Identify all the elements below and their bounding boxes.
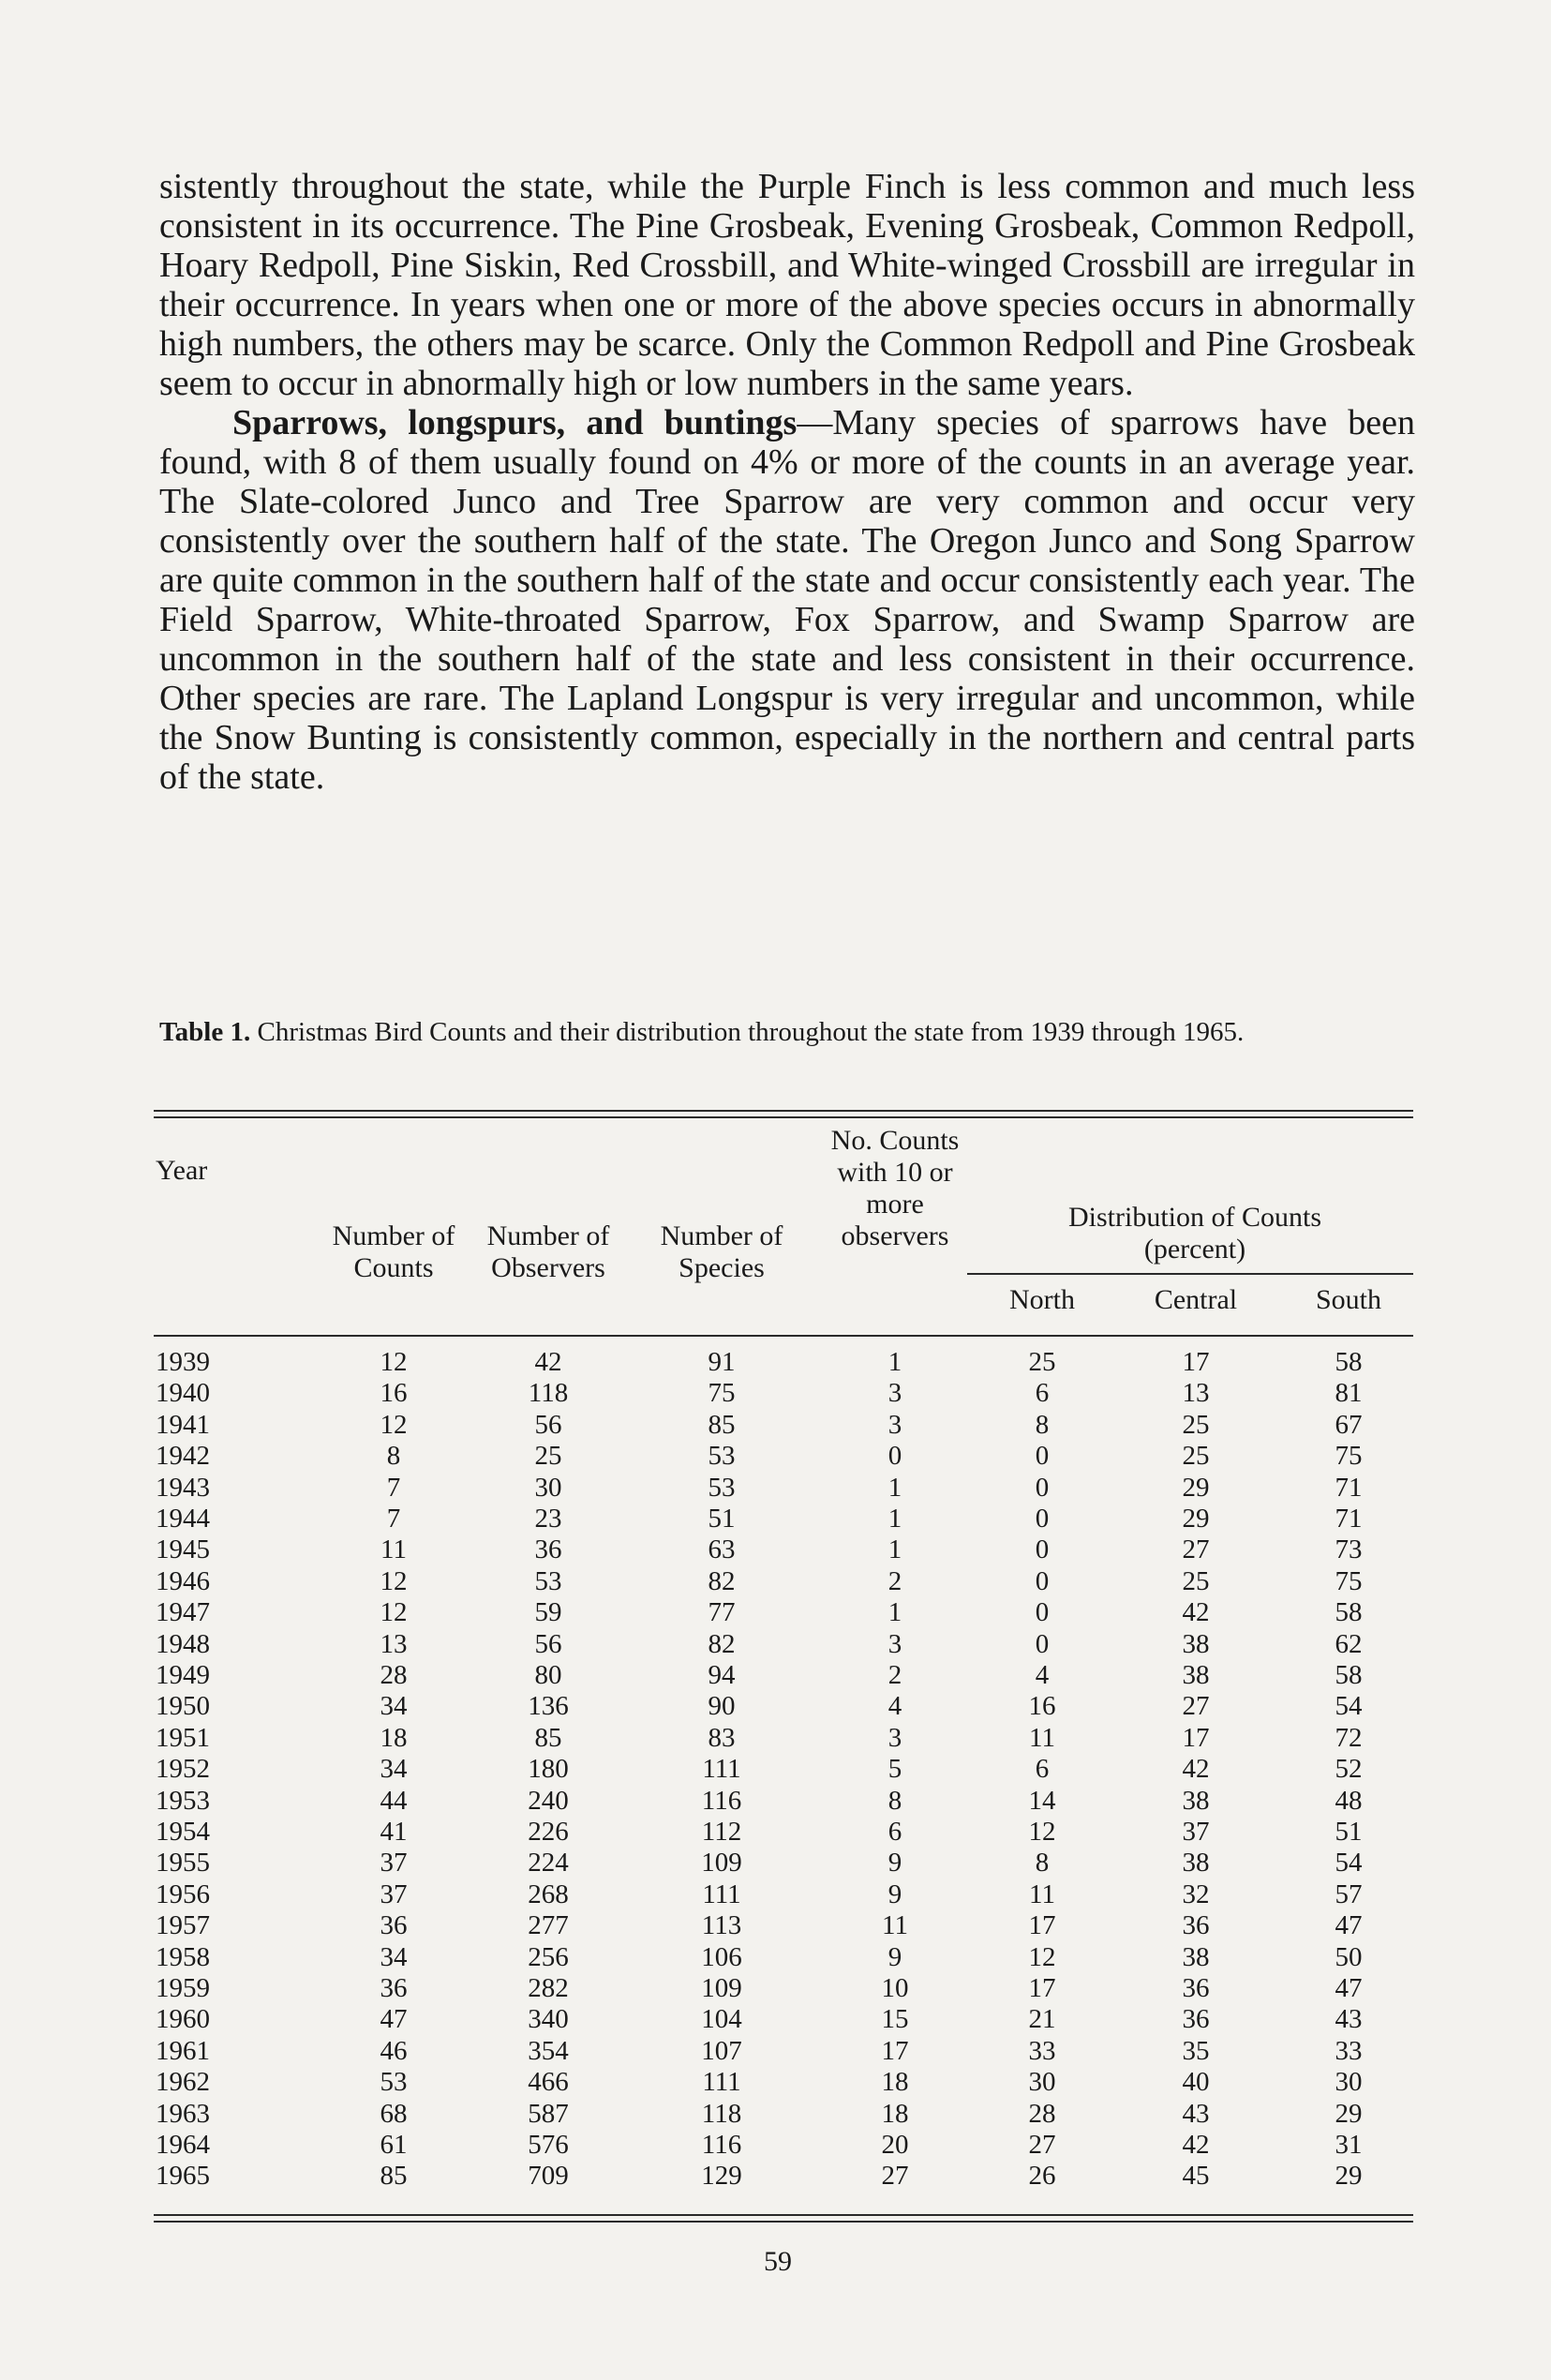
cell-north: 8 [1035, 1848, 1050, 1879]
cell-central: 42 [1182, 2130, 1210, 2160]
table-bottom-rule-2 [154, 2221, 1413, 2223]
cell-counts: 44 [380, 1785, 408, 1816]
cell-counts: 12 [380, 1597, 408, 1628]
cell-ten-or-more: 3 [887, 1722, 902, 1753]
cell-counts: 13 [380, 1628, 408, 1659]
cell-counts: 18 [380, 1722, 408, 1753]
cell-observers: 240 [528, 1785, 569, 1816]
cell-north: 33 [1028, 2035, 1056, 2066]
cell-counts: 34 [380, 1941, 408, 1972]
table-row [0, 1816, 1551, 1848]
cell-year: 1949 [156, 1660, 210, 1690]
cell-north: 0 [1035, 1565, 1050, 1596]
cell-ten-or-more: 18 [881, 2098, 909, 2129]
cell-north: 6 [1035, 1378, 1050, 1409]
cell-south: 75 [1335, 1441, 1363, 1472]
cell-year: 1956 [156, 1879, 210, 1909]
cell-south: 67 [1335, 1409, 1363, 1440]
table-top-rule-2 [154, 1116, 1413, 1118]
cell-counts: 12 [380, 1409, 408, 1440]
cell-counts: 46 [380, 2035, 408, 2066]
cell-species: 112 [701, 1817, 742, 1847]
cell-central: 36 [1182, 2004, 1210, 2035]
cell-year: 1946 [156, 1565, 210, 1596]
cell-species: 111 [702, 1879, 741, 1909]
cell-species: 91 [708, 1347, 736, 1377]
cell-year: 1951 [156, 1722, 210, 1753]
cell-year: 1962 [156, 2067, 210, 2098]
cell-south: 30 [1335, 2067, 1363, 2098]
distribution-rule [967, 1273, 1413, 1275]
cell-counts: 53 [380, 2067, 408, 2098]
table-row [0, 1690, 1551, 1722]
cell-central: 32 [1182, 1879, 1210, 1909]
header-observers: Number of Observers [486, 1220, 610, 1283]
cell-observers: 180 [528, 1754, 569, 1785]
header-bottom-rule [154, 1335, 1413, 1337]
table-row [0, 1628, 1551, 1660]
cell-north: 4 [1035, 1660, 1050, 1690]
table-row [0, 1879, 1551, 1910]
cell-year: 1947 [156, 1597, 210, 1628]
table-row [0, 1472, 1551, 1504]
cell-year: 1954 [156, 1817, 210, 1847]
cell-year: 1964 [156, 2130, 210, 2160]
cell-observers: 277 [528, 1910, 569, 1941]
table-caption-label: Table 1. [159, 1017, 251, 1047]
cell-counts: 41 [380, 1817, 408, 1847]
table-row [0, 1346, 1551, 1378]
cell-year: 1948 [156, 1628, 210, 1659]
cell-north: 12 [1028, 1817, 1056, 1847]
cell-north: 11 [1029, 1879, 1055, 1909]
cell-south: 33 [1335, 2035, 1363, 2066]
cell-observers: 23 [534, 1504, 562, 1534]
table-row [0, 1941, 1551, 1973]
cell-observers: 587 [528, 2098, 569, 2129]
cell-central: 25 [1182, 1409, 1210, 1440]
cell-north: 8 [1035, 1409, 1050, 1440]
cell-ten-or-more: 4 [887, 1691, 902, 1722]
cell-south: 47 [1335, 1910, 1363, 1941]
cell-north: 12 [1028, 1941, 1056, 1972]
section-lead: Sparrows, longspurs, and buntings [232, 403, 798, 442]
cell-counts: 34 [380, 1754, 408, 1785]
cell-counts: 28 [380, 1660, 408, 1690]
cell-species: 85 [708, 1409, 736, 1440]
cell-north: 0 [1035, 1534, 1050, 1565]
cell-ten-or-more: 11 [882, 1910, 908, 1941]
cell-ten-or-more: 6 [887, 1817, 902, 1847]
cell-observers: 268 [528, 1879, 569, 1909]
cell-year: 1955 [156, 1848, 210, 1879]
cell-central: 40 [1182, 2067, 1210, 2098]
cell-counts: 34 [380, 1691, 408, 1722]
cell-ten-or-more: 18 [881, 2067, 909, 2098]
cell-south: 71 [1335, 1504, 1363, 1534]
cell-species: 83 [708, 1722, 736, 1753]
table-row [0, 2003, 1551, 2035]
cell-species: 109 [701, 1973, 742, 2003]
cell-south: 75 [1335, 1565, 1363, 1596]
cell-year: 1957 [156, 1910, 210, 1941]
cell-counts: 11 [380, 1534, 407, 1565]
table-row [0, 1377, 1551, 1409]
cell-ten-or-more: 9 [887, 1941, 902, 1972]
cell-observers: 354 [528, 2035, 569, 2066]
cell-year: 1958 [156, 1941, 210, 1972]
cell-counts: 36 [380, 1973, 408, 2003]
cell-counts: 12 [380, 1347, 408, 1377]
cell-observers: 36 [534, 1534, 562, 1565]
cell-central: 43 [1182, 2098, 1210, 2129]
page-number: 59 [764, 2246, 792, 2277]
cell-ten-or-more: 1 [887, 1347, 902, 1377]
cell-south: 29 [1335, 2098, 1363, 2129]
cell-central: 37 [1182, 1817, 1210, 1847]
cell-central: 38 [1182, 1628, 1210, 1659]
cell-central: 27 [1182, 1534, 1210, 1565]
header-ten-or-more: No. Counts with 10 or more observers [830, 1125, 960, 1251]
header-south: South [1315, 1284, 1382, 1315]
paragraph-sparrows [159, 403, 1415, 797]
cell-species: 82 [708, 1628, 736, 1659]
cell-north: 28 [1028, 2098, 1056, 2129]
cell-counts: 37 [380, 1848, 408, 1879]
cell-observers: 118 [528, 1378, 569, 1409]
table-row [0, 1534, 1551, 1565]
cell-counts: 68 [380, 2098, 408, 2129]
cell-south: 47 [1335, 1973, 1363, 2003]
cell-year: 1942 [156, 1441, 210, 1472]
cell-north: 17 [1028, 1973, 1056, 2003]
cell-counts: 61 [380, 2130, 408, 2160]
cell-observers: 224 [528, 1848, 569, 1879]
table-row [0, 1722, 1551, 1754]
cell-observers: 340 [528, 2004, 569, 2035]
cell-south: 62 [1335, 1628, 1363, 1659]
cell-central: 25 [1182, 1565, 1210, 1596]
cell-observers: 709 [528, 2161, 569, 2192]
table-row [0, 1409, 1551, 1441]
cell-central: 17 [1182, 1347, 1210, 1377]
cell-species: 63 [708, 1534, 736, 1565]
cell-species: 77 [708, 1597, 736, 1628]
cell-south: 71 [1335, 1472, 1363, 1503]
cell-central: 42 [1182, 1597, 1210, 1628]
cell-north: 27 [1028, 2130, 1056, 2160]
cell-central: 38 [1182, 1785, 1210, 1816]
cell-central: 29 [1182, 1504, 1210, 1534]
header-counts: Number of Counts [332, 1220, 455, 1283]
cell-north: 11 [1029, 1722, 1055, 1753]
cell-species: 53 [708, 1441, 736, 1472]
table-row [0, 2129, 1551, 2161]
body-text [159, 167, 1415, 797]
cell-counts: 8 [386, 1441, 401, 1472]
table-row [0, 2066, 1551, 2098]
cell-species: 94 [708, 1660, 736, 1690]
cell-year: 1943 [156, 1472, 210, 1503]
cell-observers: 80 [534, 1660, 562, 1690]
cell-north: 30 [1028, 2067, 1056, 2098]
cell-ten-or-more: 9 [887, 1879, 902, 1909]
cell-central: 29 [1182, 1472, 1210, 1503]
cell-north: 6 [1035, 1754, 1050, 1785]
cell-observers: 42 [534, 1347, 562, 1377]
table-row [0, 1440, 1551, 1472]
cell-south: 58 [1335, 1597, 1363, 1628]
cell-observers: 53 [534, 1565, 562, 1596]
cell-south: 72 [1335, 1722, 1363, 1753]
cell-central: 25 [1182, 1441, 1210, 1472]
cell-ten-or-more: 17 [881, 2035, 909, 2066]
cell-central: 17 [1182, 1722, 1210, 1753]
cell-species: 116 [701, 1785, 742, 1816]
cell-counts: 47 [380, 2004, 408, 2035]
cell-year: 1960 [156, 2004, 210, 2035]
table-bottom-rule [154, 2214, 1413, 2216]
cell-ten-or-more: 1 [887, 1534, 902, 1565]
cell-species: 90 [708, 1691, 736, 1722]
cell-species: 53 [708, 1472, 736, 1503]
cell-observers: 59 [534, 1597, 562, 1628]
cell-counts: 36 [380, 1910, 408, 1941]
table-row [0, 1847, 1551, 1879]
table-row [0, 1785, 1551, 1817]
cell-year: 1941 [156, 1409, 210, 1440]
cell-north: 26 [1028, 2161, 1056, 2192]
paragraph-finches: sistently throughout the state, while the Purple Finch is less common and much less consistent in its occurrence. The Pine Grosbeak, Evening Grosbeak, Common Redpoll, Hoary Redpoll, Pine Siskin, Red Crossbill, and White-winged Crossbill are irregular in their occurrence. In years when one or more of the above species occurs in abnormally high numbers, the others may be scarce. Only the Common Redpoll and Pine Grosbeak seem to occur in abnormally high or low numbers in the same years. [159, 167, 1415, 403]
cell-south: 52 [1335, 1754, 1363, 1785]
header-central: Central [1154, 1284, 1238, 1315]
cell-species: 129 [701, 2161, 742, 2192]
cell-central: 27 [1182, 1691, 1210, 1722]
cell-year: 1965 [156, 2161, 210, 2192]
cell-central: 38 [1182, 1660, 1210, 1690]
cell-central: 45 [1182, 2161, 1210, 2192]
table-caption-text: Christmas Bird Counts and their distribution throughout the state from 1939 through 1965. [257, 1017, 1245, 1047]
cell-year: 1939 [156, 1347, 210, 1377]
cell-north: 0 [1035, 1597, 1050, 1628]
cell-south: 29 [1335, 2161, 1363, 2192]
table-top-rule [154, 1110, 1413, 1112]
cell-observers: 85 [534, 1722, 562, 1753]
cell-year: 1963 [156, 2098, 210, 2129]
cell-ten-or-more: 1 [887, 1472, 902, 1503]
header-north: North [1009, 1284, 1075, 1315]
header-species: Number of Species [660, 1220, 783, 1283]
cell-ten-or-more: 8 [887, 1785, 902, 1816]
cell-species: 75 [708, 1378, 736, 1409]
table-row [0, 1503, 1551, 1534]
header-year: Year [156, 1155, 208, 1186]
cell-central: 38 [1182, 1848, 1210, 1879]
cell-ten-or-more: 9 [887, 1848, 902, 1879]
cell-year: 1953 [156, 1785, 210, 1816]
cell-north: 25 [1028, 1347, 1056, 1377]
cell-north: 0 [1035, 1441, 1050, 1472]
cell-ten-or-more: 2 [887, 1565, 902, 1596]
cell-observers: 30 [534, 1472, 562, 1503]
cell-ten-or-more: 0 [887, 1441, 902, 1472]
cell-counts: 16 [380, 1378, 408, 1409]
cell-ten-or-more: 27 [881, 2161, 909, 2192]
cell-south: 81 [1335, 1378, 1363, 1409]
cell-counts: 7 [386, 1504, 401, 1534]
table-row [0, 1909, 1551, 1941]
cell-species: 111 [702, 1754, 741, 1785]
header-distribution: Distribution of Counts (percent) [1067, 1202, 1321, 1265]
cell-observers: 576 [528, 2130, 569, 2160]
cell-counts: 12 [380, 1565, 408, 1596]
cell-ten-or-more: 3 [887, 1409, 902, 1440]
cell-central: 36 [1182, 1973, 1210, 2003]
cell-north: 0 [1035, 1628, 1050, 1659]
cell-observers: 56 [534, 1409, 562, 1440]
cell-south: 48 [1335, 1785, 1363, 1816]
paragraph-sparrows-text: —Many species of sparrows have been found, with 8 of them usually found on 4% or more of the counts in an average year. The Slate-colored Junco and Tree Sparrow are very common and occur very consistently over the southern half of the state. The Oregon Junco and Song Sparrow are quite common in the southern half of the state and occur consistently each year. The Field Sparrow, White-throated Sparrow, Fox Sparrow, and Swamp Sparrow are uncommon in the southern half of the state and less consistent in their occurrence. Other species are rare. The Lapland Longspur is very irregular and uncommon, while the Snow Bunting is consistently common, especially in the northern and central parts of the state. [159, 403, 1415, 797]
table-row [0, 2160, 1551, 2192]
cell-south: 57 [1335, 1879, 1363, 1909]
cell-south: 73 [1335, 1534, 1363, 1565]
cell-ten-or-more: 3 [887, 1628, 902, 1659]
cell-species: 107 [701, 2035, 742, 2066]
cell-north: 0 [1035, 1472, 1050, 1503]
cell-observers: 56 [534, 1628, 562, 1659]
cell-species: 113 [701, 1910, 742, 1941]
cell-species: 106 [701, 1941, 742, 1972]
cell-species: 116 [701, 2130, 742, 2160]
cell-species: 104 [701, 2004, 742, 2035]
cell-south: 54 [1335, 1848, 1363, 1879]
cell-ten-or-more: 20 [881, 2130, 909, 2160]
cell-observers: 226 [528, 1817, 569, 1847]
cell-species: 51 [708, 1504, 736, 1534]
table-caption [159, 1017, 1415, 1047]
cell-species: 111 [702, 2067, 741, 2098]
cell-counts: 85 [380, 2161, 408, 2192]
cell-south: 31 [1335, 2130, 1363, 2160]
cell-observers: 256 [528, 1941, 569, 1972]
cell-species: 109 [701, 1848, 742, 1879]
cell-central: 13 [1182, 1378, 1210, 1409]
cell-north: 17 [1028, 1910, 1056, 1941]
cell-year: 1959 [156, 1973, 210, 2003]
cell-central: 38 [1182, 1941, 1210, 1972]
table-row [0, 1596, 1551, 1628]
cell-south: 58 [1335, 1347, 1363, 1377]
cell-ten-or-more: 1 [887, 1597, 902, 1628]
cell-south: 58 [1335, 1660, 1363, 1690]
cell-observers: 136 [528, 1691, 569, 1722]
cell-south: 43 [1335, 2004, 1363, 2035]
cell-ten-or-more: 3 [887, 1378, 902, 1409]
cell-ten-or-more: 10 [881, 1973, 909, 2003]
cell-observers: 25 [534, 1441, 562, 1472]
table-row [0, 1659, 1551, 1691]
cell-counts: 37 [380, 1879, 408, 1909]
cell-central: 36 [1182, 1910, 1210, 1941]
cell-year: 1961 [156, 2035, 210, 2066]
table-row [0, 1565, 1551, 1597]
cell-north: 16 [1028, 1691, 1056, 1722]
cell-year: 1944 [156, 1504, 210, 1534]
cell-observers: 282 [528, 1973, 569, 2003]
cell-species: 118 [701, 2098, 742, 2129]
cell-south: 51 [1335, 1817, 1363, 1847]
cell-ten-or-more: 5 [887, 1754, 902, 1785]
cell-north: 14 [1028, 1785, 1056, 1816]
cell-central: 35 [1182, 2035, 1210, 2066]
cell-south: 50 [1335, 1941, 1363, 1972]
cell-north: 21 [1028, 2004, 1056, 2035]
cell-north: 0 [1035, 1504, 1050, 1534]
cell-counts: 7 [386, 1472, 401, 1503]
cell-ten-or-more: 15 [881, 2004, 909, 2035]
cell-south: 54 [1335, 1691, 1363, 1722]
cell-species: 82 [708, 1565, 736, 1596]
cell-ten-or-more: 1 [887, 1504, 902, 1534]
cell-year: 1940 [156, 1378, 210, 1409]
cell-year: 1950 [156, 1691, 210, 1722]
cell-central: 42 [1182, 1754, 1210, 1785]
table-row [0, 2098, 1551, 2130]
cell-year: 1945 [156, 1534, 210, 1565]
table-row [0, 1753, 1551, 1785]
cell-observers: 466 [528, 2067, 569, 2098]
cell-ten-or-more: 2 [887, 1660, 902, 1690]
cell-year: 1952 [156, 1754, 210, 1785]
table-row [0, 1972, 1551, 2004]
table-row [0, 2035, 1551, 2067]
